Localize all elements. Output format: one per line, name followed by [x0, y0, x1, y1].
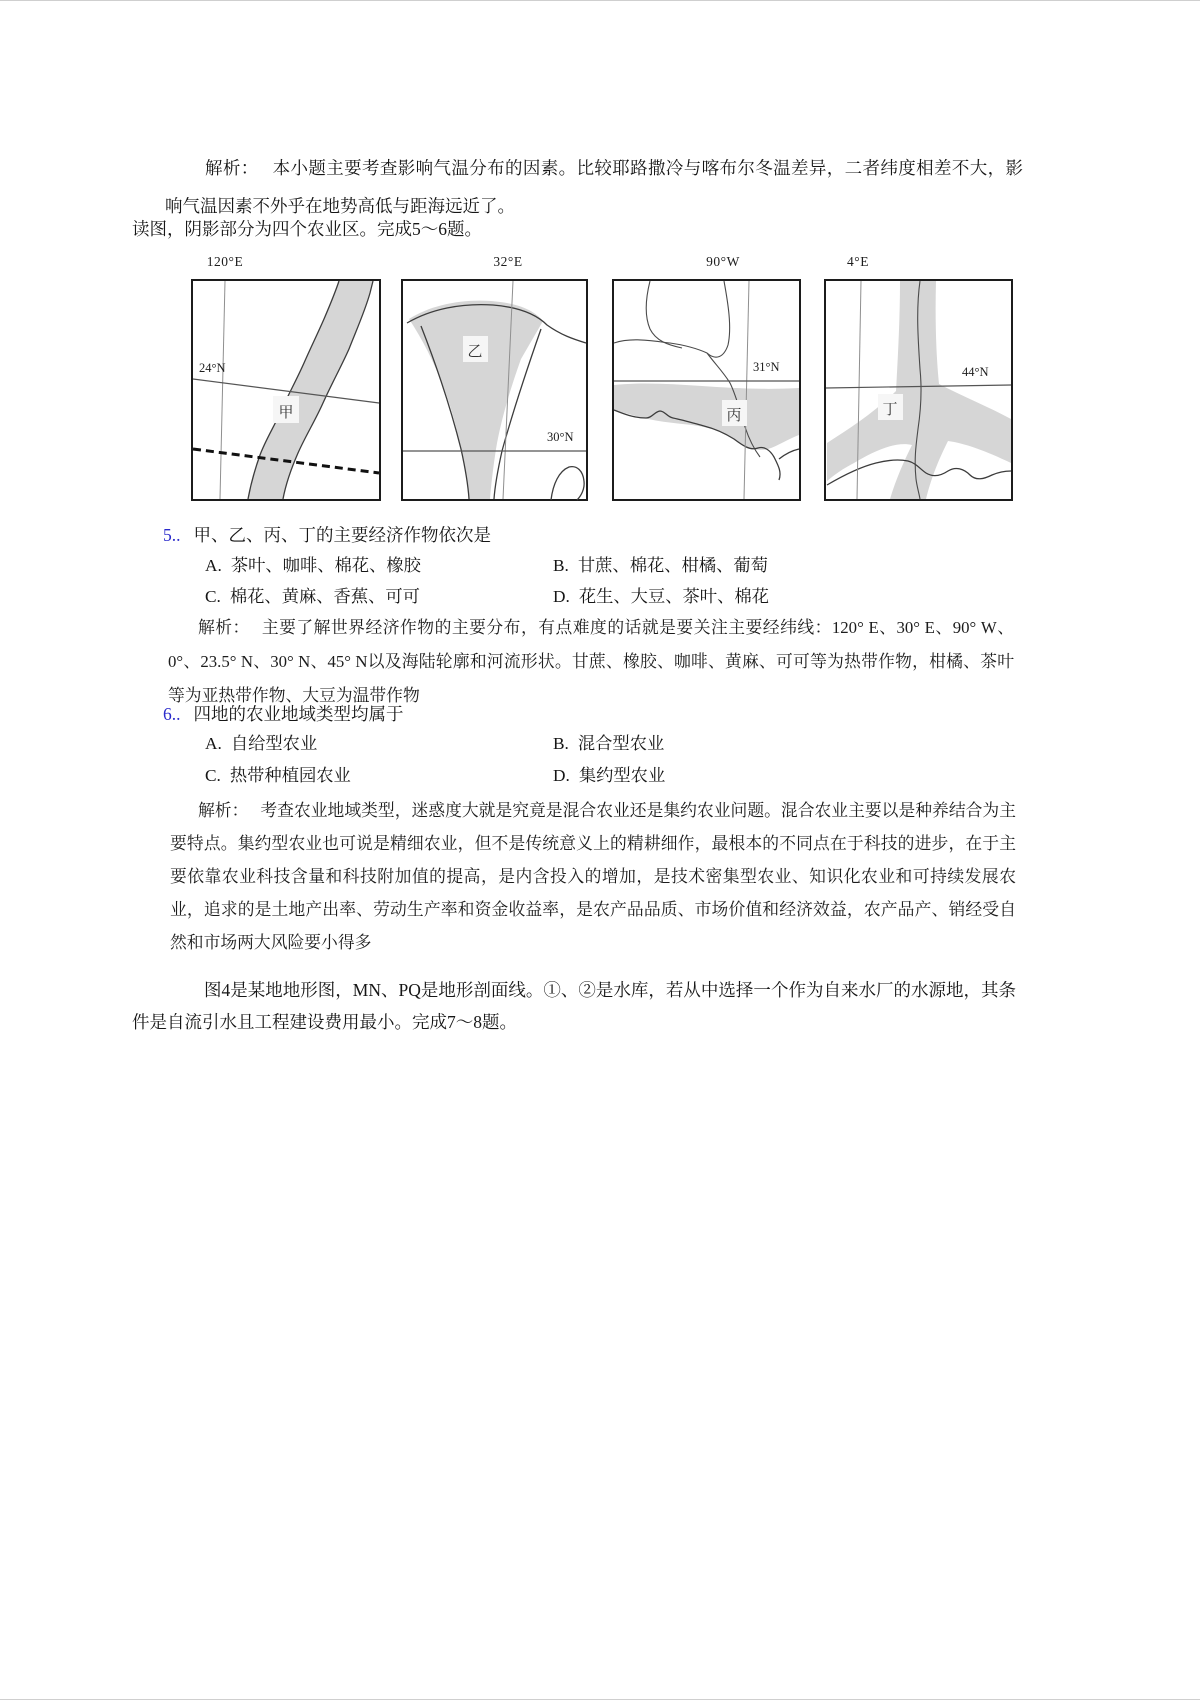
- map-panel-yi: [401, 279, 588, 501]
- map-panel-jia: [191, 279, 381, 501]
- lon-label-bing: 90°W: [706, 254, 740, 269]
- region-label: 丙: [726, 408, 742, 424]
- question-6-text: 四地的农业地域类型均属于: [193, 704, 404, 724]
- lat-label: 31°N: [753, 360, 780, 374]
- region-label: 甲: [278, 405, 294, 421]
- analysis-label: 解析：: [198, 801, 249, 820]
- question-6-number: 6..: [163, 704, 181, 724]
- lat-label: 30°N: [547, 430, 574, 444]
- lon-label-jia: 120°E: [206, 254, 244, 269]
- next-figure-intro-paragraph: 图4是某地地形图，MN、PQ是地形剖面线。①、②是水库，若从中选择一个作为自来水厂的水源地，其条件是自流引水且工程建设费用最小。完成7～8题。: [132, 979, 1016, 1032]
- q6-option-a: A. 自给型农业: [205, 734, 318, 753]
- question-6-stem: [163, 701, 404, 727]
- lat-label: 24°N: [199, 361, 226, 375]
- analysis-text: 本小题主要考查影响气温分布的因素。比较耶路撒冷与喀布尔冬温差异，二者纬度相差不大，影响气温因素不外乎在地势高低与距海远近了。: [165, 157, 1023, 216]
- lon-label-ding: 4°E: [847, 254, 869, 269]
- analysis-label: 解析：: [205, 157, 259, 178]
- question-5-stem: [163, 522, 491, 548]
- question-5-text: 甲、乙、丙、丁的主要经济作物依次是: [193, 525, 491, 545]
- region-label: 丁: [882, 402, 898, 418]
- analysis-text: 主要了解世界经济作物的主要分布，有点难度的话就是要关注主要经纬线：120° E、30° E、90° W、0°、23.5° N、30° N、45° N以及海陆轮廓和河流形状。甘蔗、橡胶、咖啡、黄麻、可可等为热带作物，柑橘、茶叶等为亚热带作物、大豆为温带作物: [168, 618, 1014, 705]
- lat-label: 44°N: [962, 365, 989, 379]
- region-label: 乙: [467, 344, 483, 360]
- question-5-analysis: [168, 611, 1014, 713]
- analysis-text: 考查农业地域类型，迷惑度大就是究竟是混合农业还是集约农业问题。混合农业主要以是种养结合为主要特点。集约型农业也可说是精细农业，但不是传统意义上的精耕细作，最根本的不同点在于科技的进步，在于主要依靠农业科技含量和科技附加值的提高，是内含投入的增加，是技术密集型农业、知识化农业和可持续发展农业，追求的是土地产出率、劳动生产率和资金收益率，是农产品品质、市场价值和经济效益，农产品产、销经受自然和市场两大风险要小得多: [170, 801, 1016, 952]
- q5-option-a: A. 茶叶、咖啡、棉花、橡胶: [205, 556, 421, 575]
- q6-option-d: D. 集约型农业: [553, 766, 666, 785]
- q6-option-c: C. 热带种植园农业: [205, 766, 351, 785]
- q5-option-c: C. 棉花、黄麻、香蕉、可可: [205, 587, 420, 606]
- figure-intro-line: 读图，阴影部分为四个农业区。完成5～6题。: [132, 218, 482, 239]
- q5-option-d: D. 花生、大豆、茶叶、棉花: [553, 587, 769, 606]
- question-5-number: 5..: [163, 525, 181, 545]
- lon-label-yi: 32°E: [493, 254, 523, 269]
- map-panel-ding: [824, 279, 1013, 501]
- analysis-label: 解析：: [198, 618, 250, 637]
- q6-option-b: B. 混合型农业: [553, 734, 665, 753]
- question-6-analysis: [170, 794, 1016, 959]
- top-analysis-paragraph: [165, 149, 1023, 225]
- q5-option-b: B. 甘蔗、棉花、柑橘、葡萄: [553, 556, 768, 575]
- map-panel-bing: [612, 279, 801, 501]
